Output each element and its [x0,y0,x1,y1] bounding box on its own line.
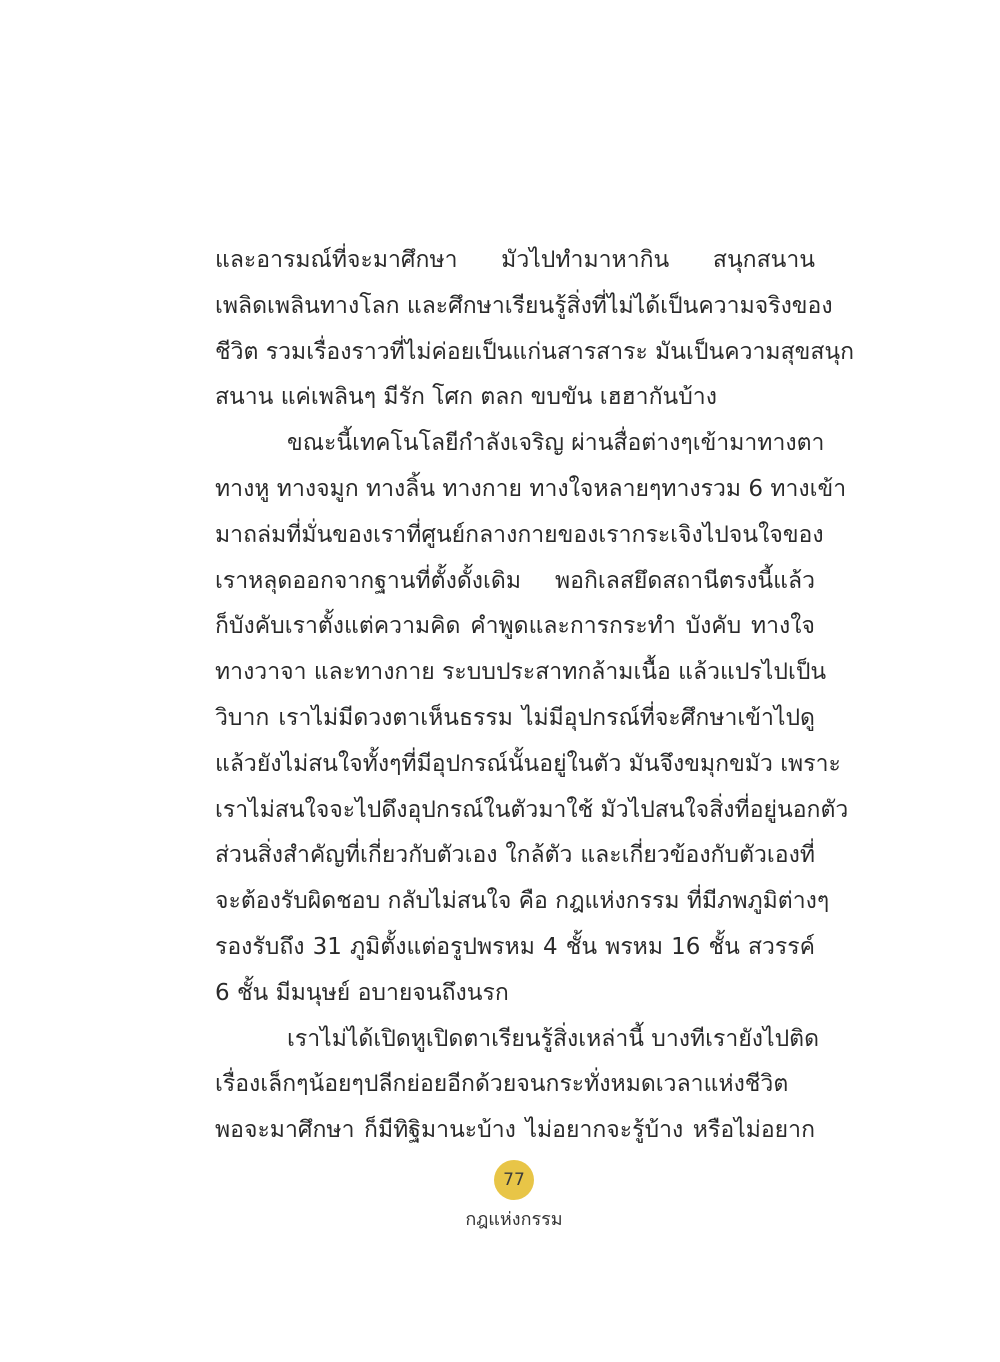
text-line: ทางหู ทางจมูก ทางลิ้น ทางกาย ทางใจหลายๆทางรวม 6 ทางเข้า [215,475,847,502]
text-line: 6 ชั้น มีมนุษย์ อบายจนถึงนรก [215,979,509,1006]
text-line: รองรับถึง 31 ภูมิตั้งแต่อรูปพรหม 4 ชั้น พรหม 16 ชั้น สวรรค์ [215,933,815,960]
text-line: มาถล่มที่มั่นของเราที่ศูนย์กลางกายของเรากระเจิงไปจนใจของ [215,521,824,548]
text-line: และอารมณ์ที่จะมาศึกษา มัวไปทำมาหากิน สนุกสนาน [215,247,815,273]
body-text [215,238,855,1154]
text-line: ขณะนี้เทคโนโลยีกำลังเจริญ ผ่านสื่อต่างๆเข้ามาทางตา [287,430,825,457]
text-line: ส่วนสิ่งสำคัญที่เกี่ยวกับตัวเอง ใกล้ตัว และเกี่ยวข้องกับตัวเองที่ [215,842,815,869]
page-footer [0,1160,1000,1233]
book-title: กฎแห่งกรรม [465,1209,563,1230]
text-line: ทางวาจา และทางกาย ระบบประสาทกล้ามเนื้อ แล้วแปรไปเป็น [215,659,827,686]
text-line: จะต้องรับผิดชอบ กลับไม่สนใจ คือ กฎแห่งกรรม ที่มีภพภูมิต่างๆ [215,888,830,915]
text-line: วิบาก เราไม่มีดวงตาเห็นธรรม ไม่มีอุปกรณ์ที่จะศึกษาเข้าไปดู [215,704,815,731]
text-line: เราไม่ได้เปิดหูเปิดตาเรียนรู้สิ่งเหล่านี้ บางทีเรายังไปติด [287,1025,820,1052]
text-line: แล้วยังไม่สนใจทั้งๆที่มีอุปกรณ์นั้นอยู่ในตัว มันจึงขมุกขมัว เพราะ [215,750,841,777]
text-line: เราไม่สนใจจะไปดึงอุปกรณ์ในตัวมาใช้ มัวไปสนใจสิ่งที่อยู่นอกตัว [215,796,849,823]
text-line: ก็บังคับเราตั้งแต่ความคิด คำพูดและการกระทำ บังคับ ทางใจ [215,613,815,640]
page-number-badge: 77 [494,1160,534,1200]
text-line: เราหลุดออกจากฐานที่ตั้งดั้งเดิม พอกิเลสยึดสถานีตรงนี้แล้ว [215,567,815,594]
text-line: สนาน แค่เพลินๆ มีรัก โศก ตลก ขบขัน เฮฮากันบ้าง [215,384,717,411]
text-line: เรื่องเล็กๆน้อยๆปลีกย่อยอีกด้วยจนกระทั่งหมดเวลาแห่งชีวิต [215,1071,789,1098]
text-line: ชีวิต รวมเรื่องราวที่ไม่ค่อยเป็นแก่นสารสาระ มันเป็นความสุขสนุก [215,338,855,365]
text-line: เพลิดเพลินทางโลก และศึกษาเรียนรู้สิ่งที่ไม่ได้เป็นความจริงของ [215,292,833,319]
text-line: พอจะมาศึกษา ก็มีทิฐิมานะบ้าง ไม่อยากจะรู้บ้าง หรือไม่อยาก [215,1117,815,1144]
